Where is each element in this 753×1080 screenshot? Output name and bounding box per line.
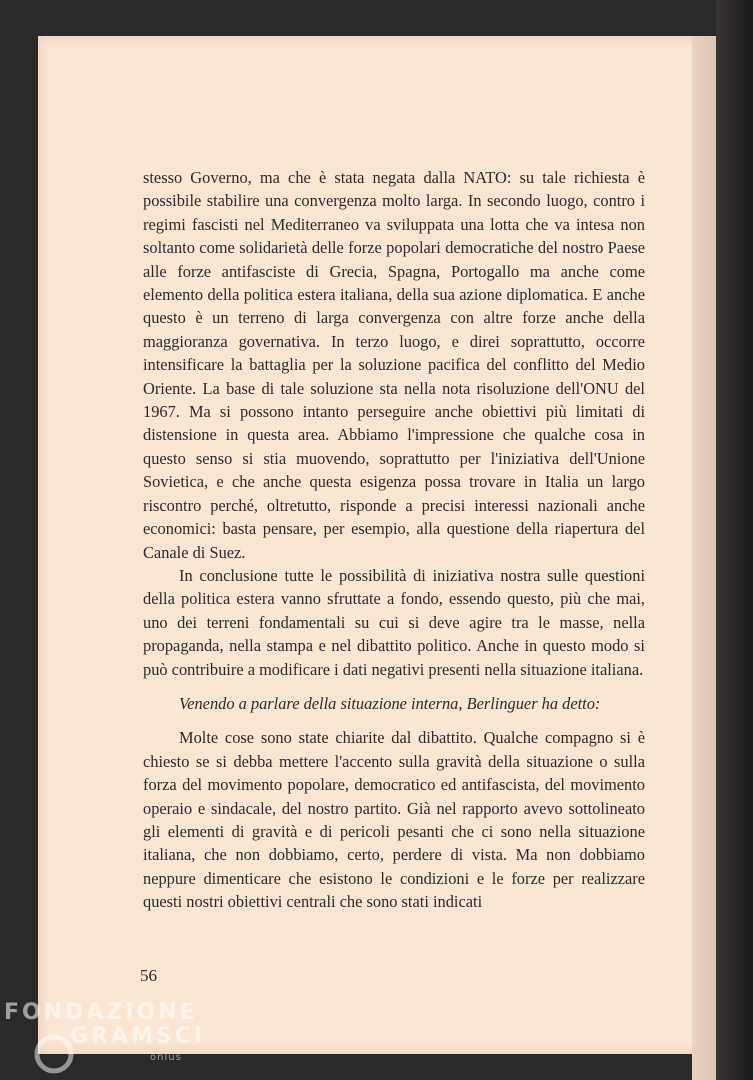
paragraph-3: Molte cose sono state chiarite dal dibattito. Qualche compagno si è chiesto se si debba mettere l'accento sulla gravità della situazione o sulla forza del movimento popolare, democratico ed antifascista, del movimento operaio e sindacale, del nostro partito. Già nel rapporto avevo sottolineato gli elementi di gravità e di pericoli pesanti che ci sono nella situazione italiana, che non dobbiamo, certo, perdere di vista. Ma non dobbiamo neppure dimenticare che esistono le condizioni e le forze per realizzare questi nostri obiettivi centrali che sono stati indicati <box>143 728 645 912</box>
body-text <box>143 166 645 914</box>
paragraph-1: stesso Governo, ma che è stata negata dalla NATO: su tale richiesta è possibile stabilire una convergenza molto larga. In secondo luogo, contro i regimi fascisti nel Mediterraneo va sviluppata una lotta che va intesa non soltanto come solidarietà delle forze popolari democratiche del nostro Paese alle forze antifasciste di Grecia, Spagna, Portogallo ma anche come elemento della politica estera italiana, della sua azione diplomatica. E anche questo è un terreno di larga convergenza con altre forze anche della maggioranza governativa. In terzo luogo, e direi soprattutto, occorre intensificare la battaglia per la soluzione pacifica del conflitto del Medio Oriente. La base di tale soluzione sta nella nota risoluzione dell'ONU del 1967. Ma si possono intanto perseguire anche obiettivi più limitati di distensione in questa area. Abbiamo l'impressione che qualche cosa in questo senso si stia muovendo, soprattutto per l'iniziativa dell'Unione Sovietica, e che anche questa esigenza possa trovare in Italia un largo riscontro perché, oltretutto, risponde a precisi interessi nazionali anche economici: basta pensare, per esempio, alla questione della riapertura del Canale di Suez. <box>143 168 645 562</box>
paragraph-2: In conclusione tutte le possibilità di iniziativa nostra sulle questioni della politica estera vanno sfruttate a fondo, essendo questo, più che mai, uno dei terreni fondamentali su cui si deve agire tra le masse, nella propaganda, nella stampa e nel dibattito politico. Anche in questo modo si può contribuire a modificare i dati negativi presenti nella situazione italiana. <box>143 565 645 679</box>
page-number: 56 <box>140 966 157 985</box>
italic-intro: Venendo a parlare della situazione interna, Berlinguer ha detto: <box>179 693 601 713</box>
watermark-title: FONDAZIONE <box>4 1000 198 1025</box>
watermark-subtitle: GRAMSCI <box>70 1024 206 1049</box>
watermark-onlus: onlus <box>150 1052 182 1063</box>
fondazione-gramsci-watermark <box>4 996 224 1080</box>
scan-edge <box>716 0 753 1080</box>
